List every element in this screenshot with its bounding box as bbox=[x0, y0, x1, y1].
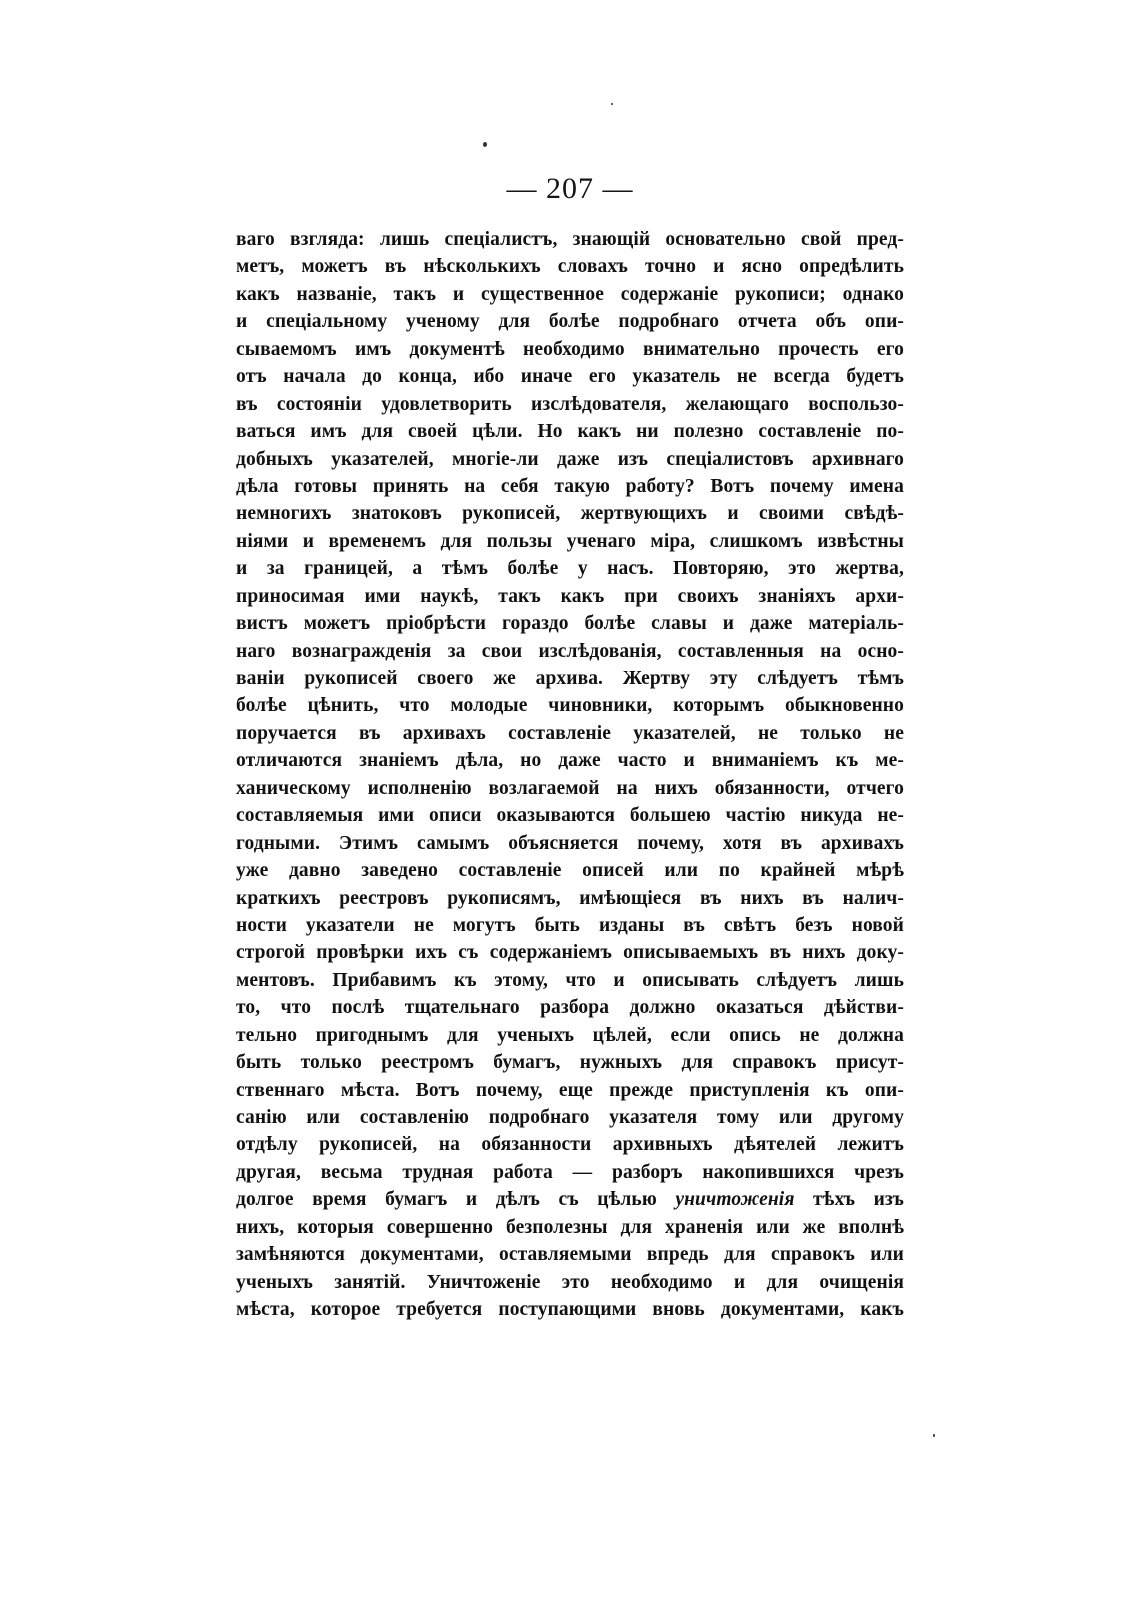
text-line: нихъ, которыя совершенно безполезны для храненія или же вполнѣ bbox=[236, 1216, 904, 1238]
text-line: строгой провѣрки ихъ съ содержаніемъ описываемыхъ въ нихъ доку- bbox=[236, 942, 904, 964]
text-line: ваться имъ для своей цѣли. Но какъ ни полезно составленіе по- bbox=[236, 421, 904, 443]
text-line: ніями и временемъ для пользы ученаго міра, слишкомъ извѣстны bbox=[236, 530, 904, 552]
scan-speck bbox=[933, 1434, 935, 1437]
page-number: — 207 — bbox=[506, 172, 634, 205]
text-line: и спеціальному ученому для болѣе подробнаго отчета объ опи- bbox=[236, 311, 904, 333]
text-line: годными. Этимъ самымъ объясняется почему, хотя въ архивахъ bbox=[236, 832, 904, 854]
text-line: ваго взгляда: лишь спеціалистъ, знающій основательно свой пред- bbox=[236, 229, 904, 250]
text-line: мѣста, которое требуется поступающими вновь документами, какъ bbox=[236, 1299, 904, 1321]
text-line: быть только реестромъ бумагъ, нужныхъ для справокъ присут- bbox=[236, 1052, 904, 1074]
text-line: то, что послѣ тщательнаго разбора должно оказаться дѣйстви- bbox=[236, 997, 904, 1019]
text-line: ученыхъ занятій. Уничтоженіе это необходимо и для очищенія bbox=[236, 1271, 904, 1293]
text-line: замѣняются документами, оставляемыми впредь для справокъ или bbox=[236, 1244, 904, 1266]
text-line: и за границей, а тѣмъ болѣе у насъ. Повторяю, это жертва, bbox=[236, 558, 904, 580]
text-line: составляемыя ими описи оказываются большею частію никуда не- bbox=[236, 805, 904, 827]
scan-speck bbox=[483, 142, 487, 147]
text-line: ментовъ. Прибавимъ къ этому, что и описывать слѣдуетъ лишь bbox=[236, 969, 904, 991]
text-line: метъ, можетъ въ нѣсколькихъ словахъ точно и ясно опредѣлить bbox=[236, 256, 904, 278]
text-line: какъ названіе, такъ и существенное содержаніе рукописи; однако bbox=[236, 283, 904, 305]
text-line: вистъ можетъ пріобрѣсти гораздо болѣе славы и даже матеріаль- bbox=[236, 613, 904, 635]
text-line: уже давно заведено составленіе описей или по крайней мѣрѣ bbox=[236, 860, 904, 882]
text-line: въ состояніи удовлетворить изслѣдователя, желающаго воспользо- bbox=[236, 393, 904, 415]
text-line: ственнаго мѣста. Вотъ почему, еще прежде приступленія къ опи- bbox=[236, 1079, 904, 1101]
text-line: отдѣлу рукописей, на обязанности архивныхъ дѣятелей лежитъ bbox=[236, 1134, 904, 1156]
text-line: дѣла готовы принять на себя такую работу? Вотъ почему имена bbox=[236, 475, 904, 497]
text-line: ханическому исполненію возлагаемой на нихъ обязанности, отчего bbox=[236, 777, 904, 799]
text-line: сываемомъ имъ документѣ необходимо внимательно прочесть его bbox=[236, 338, 904, 360]
text-line: болѣе цѣнить, что молодые чиновники, которымъ обыкновенно bbox=[236, 695, 904, 717]
emphasized-word: уничтоженія bbox=[675, 1189, 795, 1211]
text-line: наго вознагражденія за свои изслѣдованія, составленныя на осно- bbox=[236, 640, 904, 662]
text-line: тельно пригоднымъ для ученыхъ цѣлей, если опись не должна bbox=[236, 1024, 904, 1046]
text-line: ваніи рукописей своего же архива. Жертву эту слѣдуетъ тѣмъ bbox=[236, 668, 904, 689]
text-line: добныхъ указателей, многіе-ли даже изъ спеціалистовъ архивнаго bbox=[236, 448, 904, 470]
text-line: немногихъ знатоковъ рукописей, жертвующихъ и своими свѣдѣ- bbox=[236, 503, 904, 525]
text-line: другая, весьма трудная работа — разборъ накопившихся чрезъ bbox=[236, 1161, 904, 1183]
text-line: отличаются знаніемъ дѣла, но даже часто и вниманіемъ къ ме- bbox=[236, 750, 904, 772]
scan-speck bbox=[611, 103, 613, 105]
text-line: краткихъ реестровъ рукописямъ, имѣющіеся въ нихъ въ налич- bbox=[236, 887, 904, 909]
body-text bbox=[236, 226, 904, 1324]
text-line: долгое время бумагъ и дѣлъ съ цѣлью уничтоженія тѣхъ изъ bbox=[236, 1189, 904, 1211]
text-line: отъ начала до конца, ибо иначе его указатель не всегда будетъ bbox=[236, 366, 904, 388]
text-line: приносимая ими наукѣ, такъ какъ при своихъ знаніяхъ архи- bbox=[236, 585, 904, 607]
text-line: ности указатели не могутъ быть изданы въ свѣтъ безъ новой bbox=[236, 914, 904, 936]
text-line: поручается въ архивахъ составленіе указателей, не только не bbox=[236, 722, 904, 744]
text-line: санію или составленію подробнаго указателя тому или другому bbox=[236, 1107, 904, 1128]
